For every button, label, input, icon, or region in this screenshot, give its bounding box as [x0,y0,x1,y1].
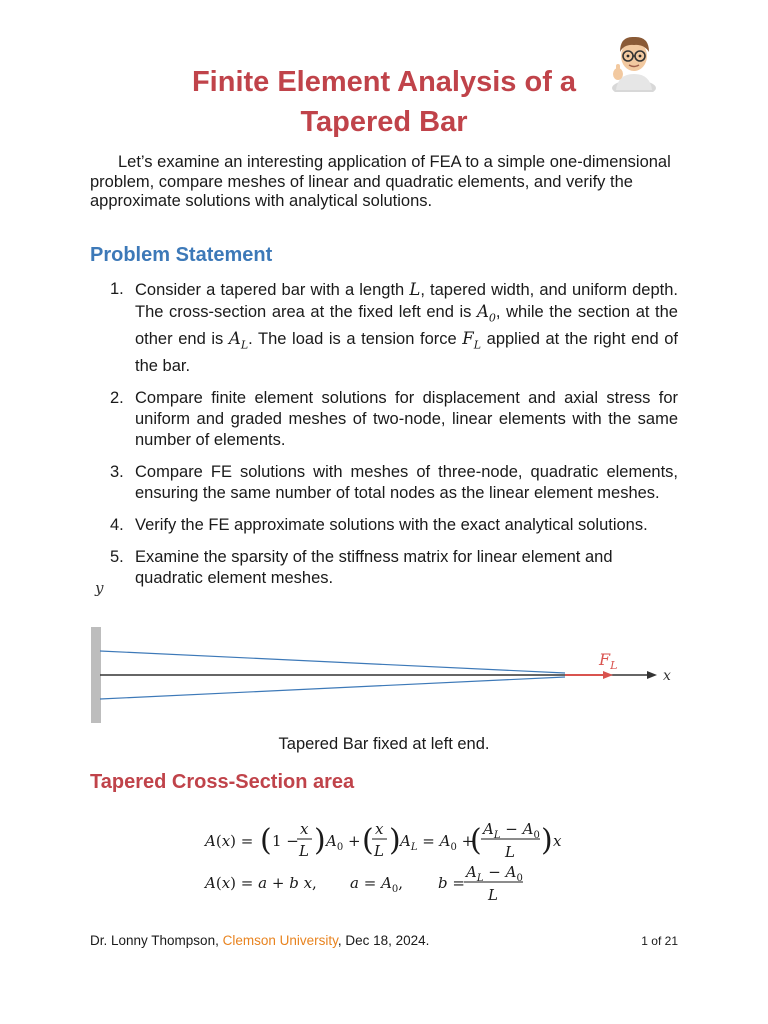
tapered-bar-figure [85,575,685,735]
fixed-wall [91,627,101,723]
list-item: 1. Consider a tapered bar with a length L, tapered width, and uniform depth. The cross-section area at the fixed left end is $A_0$, while the section at the other end is $A_L$. The load is a tension force $F_L$ applied at the right end of the bar. [110,280,678,375]
svg-text:AL = A0 +: $A_L = A_0$ + [400,832,475,853]
svg-text:L: L [374,842,384,860]
figure-caption: Tapered Bar fixed at left end. [278,735,490,753]
svg-text:): ) [314,823,326,858]
list-item: 4. Verify the FE approximate solutions with the exact analytical solutions. [110,515,648,534]
svg-text:1 −: 1 − [272,832,299,850]
title-line-1: Finite Element Analysis of a [191,66,577,98]
force-arrowhead [603,671,613,679]
bar-bottom-edge [100,677,565,699]
svg-text:AL − A0: $A_L - A_0$ [483,820,540,841]
problem-list [90,279,678,589]
math-AL: $A_L$ [228,329,249,352]
page-number: 1 of 21 [641,934,678,948]
footer-credit: Dr. Lonny Thompson, Clemson University, Dec 18, 2024. [90,933,430,948]
svg-text:A(x) = a + b x,: A(x) = a + b x, [205,874,317,892]
svg-text:L: L [299,842,309,860]
svg-text:): ) [389,823,401,858]
area-equations [200,812,580,912]
math-A0: $A_0$ [477,302,496,325]
svg-text:L: L [488,886,498,904]
y-axis-label: y [95,579,104,597]
list-item: 5. Examine the sparsity of the stiffness matrix for linear element and quadratic element meshes. [110,547,613,587]
svg-text:A(x) =: A(x) = [205,832,254,850]
avatar-icon [604,30,664,92]
svg-text:b =: b = [438,874,465,892]
svg-text:): ) [541,823,553,858]
list-item: 3. Compare FE solutions with meshes of three-node, quadratic elements, ensuring the same number of total nodes as the linear element meshes. [110,462,678,502]
university-link[interactable]: Clemson University [222,933,338,948]
svg-text:(: ( [470,823,482,858]
bar-top-edge [100,651,565,673]
svg-text:AL − A0: $A_L - A_0$ [466,863,523,884]
x-axis-label: x [663,668,671,684]
force-label: $F_L$ [599,650,618,672]
title-line-2: Tapered Bar [300,106,468,138]
svg-text:A0 +: $A_0$ + [326,832,361,853]
x-axis-arrow [647,671,657,679]
svg-text:x: x [553,832,562,850]
svg-text:x: x [300,820,309,838]
svg-text:(: ( [362,823,374,858]
cross-section-heading: Tapered Cross-Section area [90,771,355,793]
problem-statement-heading: Problem Statement [90,244,273,266]
intro-paragraph: Let’s examine an interesting application of FEA to a simple one-dimensional problem, compare meshes of linear and quadratic elements, and verify the approximate solutions with analytical solutions. [90,153,671,210]
math-L: L [409,280,421,299]
list-item: 2. Compare finite element solutions for displacement and axial stress for uniform and graded meshes of two-node, linear elements with the same number of elements. [110,388,678,449]
svg-text:L: L [505,843,515,861]
svg-text:a = A0,: $a = A_0$, [350,874,404,895]
math-FL: $F_L$ [462,329,482,352]
svg-text:(: ( [260,823,272,858]
svg-text:x: x [375,820,384,838]
